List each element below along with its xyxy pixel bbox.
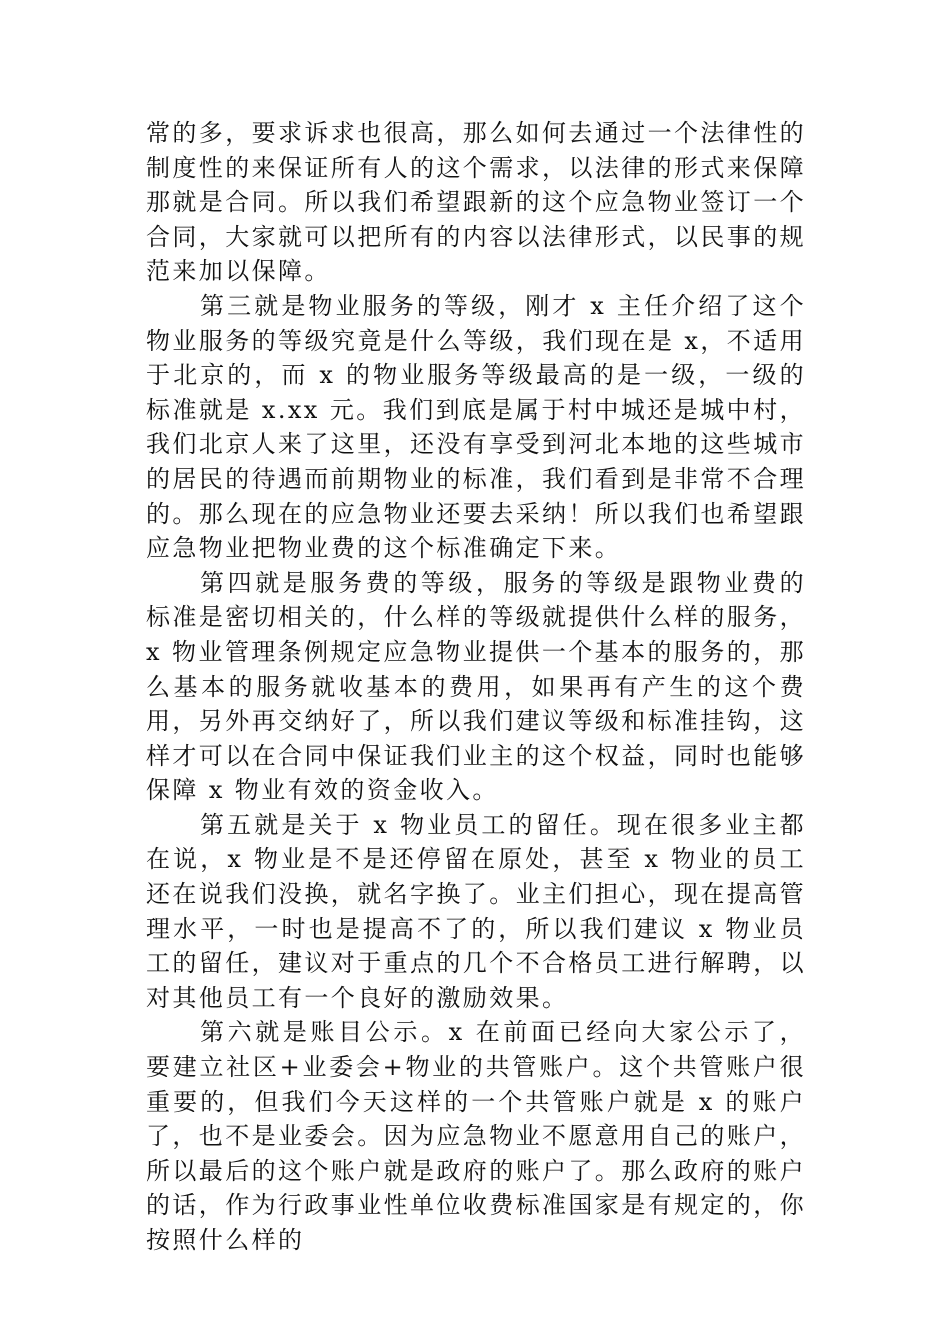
paragraph-contract: 常的多，要求诉求也很高，那么如何去通过一个法律性的制度性的来保证所有人的这个需求，以法律的形式来保障那就是合同。所以我们希望跟新的这个应急物业签订一个合同，大家就可以把所有的内容以法律形式，以民事的规范来加以保障。 (146, 119, 806, 286)
document-body (146, 116, 806, 1258)
paragraph-service-fee: 第四就是服务费的等级，服务的等级是跟物业费的标准是密切相关的，什么样的等级就提供什么样的服务，x 物业管理条例规定应急物业提供一个基本的服务的，那么基本的服务就收基本的费用，如果再有产生的这个费用，另外再交纳好了，所以我们建议等级和标准挂钩，这样才可以在合同中保证我们业主的这个权益，同时也能够保障 x 物业有效的资金收入。 (146, 568, 806, 805)
paragraph-staff-retention: 第五就是关于 x 物业员工的留任。现在很多业主都在说，x 物业是不是还停留在原处，甚至 x 物业的员工还在说我们没换，就名字换了。业主们担心，现在提高管理水平，一时也是提高不了的，所以我们建议 x 物业员工的留任，建议对于重点的几个不合格员工进行解聘，以对其他员工有一个良好的激励效果。 (146, 810, 806, 1012)
paragraph-service-level: 第三就是物业服务的等级，刚才 x 主任介绍了这个物业服务的等级究竟是什么等级，我们现在是 x，不适用于北京的，而 x 的物业服务等级最高的是一级，一级的标准就是 x.xx 元。我们到底是属于村中城还是城中村，我们北京人来了这里，还没有享受到河北本地的这些城市的居民的待遇而前期物业的标准，我们看到是非常不合理的。那么现在的应急物业还要去采纳！所以我们也希望跟应急物业把物业费的这个标准确定下来。 (146, 291, 806, 563)
paragraph-account-disclosure: 第六就是账目公示。x 在前面已经向大家公示了，要建立社区+业委会+物业的共管账户。这个共管账户很重要的，但我们今天这样的一个共管账户就是 x 的账户了，也不是业委会。因为应急物业不愿意用自己的账户，所以最后的这个账户就是政府的账户了。那么政府的账户的话，作为行政事业性单位收费标准国家是有规定的，你按照什么样的 (146, 1018, 806, 1254)
